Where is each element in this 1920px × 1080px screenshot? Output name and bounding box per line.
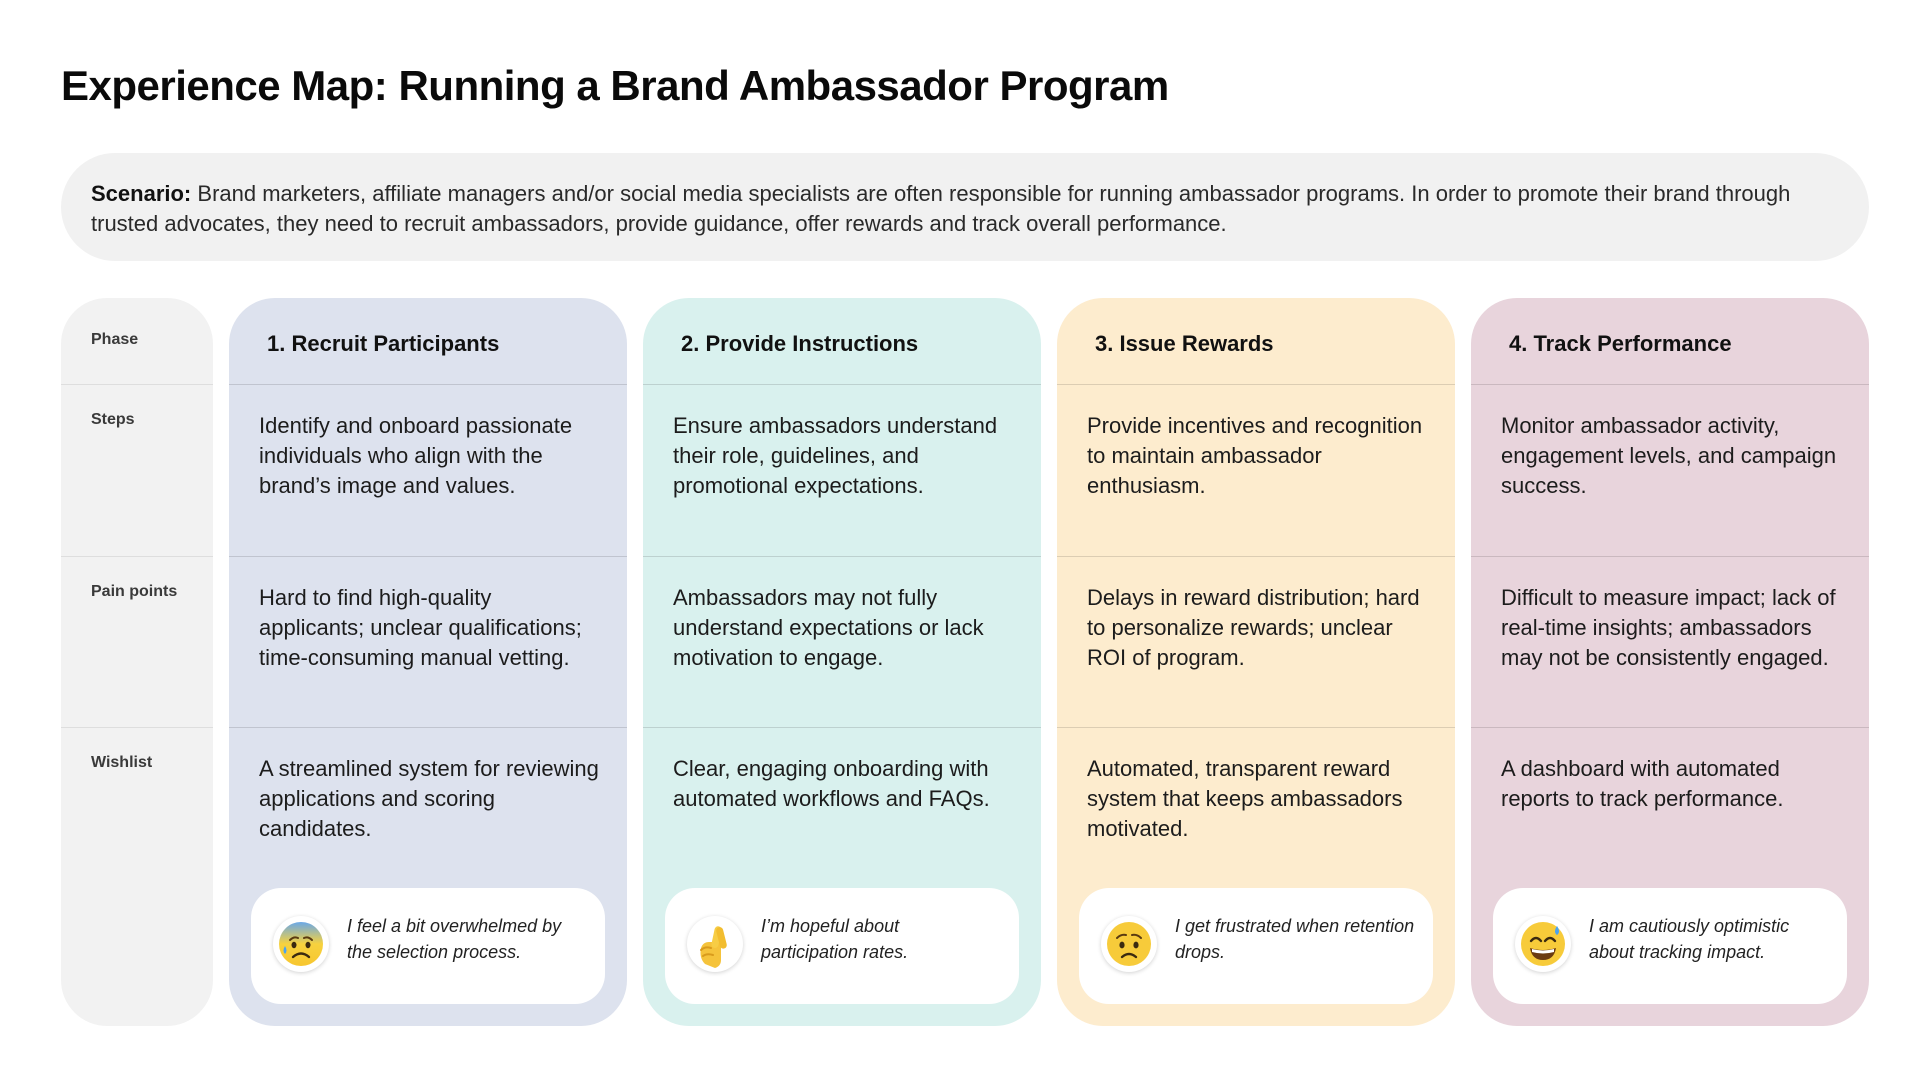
pain-points-cell: Difficult to measure impact; lack of real-time insights; ambassadors may not be consistently engaged. — [1471, 556, 1869, 727]
phase-title: 1. Recruit Participants — [267, 331, 500, 356]
wishlist-cell: A streamlined system for reviewing applications and scoring candidates. — [229, 727, 627, 1026]
steps-cell: Provide incentives and recognition to maintain ambassador enthusiasm. — [1057, 384, 1455, 556]
scenario-box — [61, 153, 1869, 261]
emotion-quote-card — [665, 888, 1019, 1004]
phase-column-performance — [1471, 298, 1869, 1026]
scenario-label: Scenario: — [91, 181, 192, 206]
emotion-quote-text: I get frustrated when retention drops. — [1175, 916, 1415, 962]
steps-cell: Identify and onboard passionate individuals who align with the brand’s image and values. — [229, 384, 627, 556]
phase-title: 3. Issue Rewards — [1095, 331, 1274, 356]
grinning-sweat-face-icon — [1515, 916, 1571, 972]
pain-points-cell: Hard to find high-quality applicants; unclear qualifications; time-consuming manual vetting. — [229, 556, 627, 727]
crossed-fingers-icon — [687, 916, 743, 972]
phase-column-instructions — [643, 298, 1041, 1026]
scenario-text: Brand marketers, affiliate managers and/or social media specialists are often responsible for running ambassador programs. In order to promote their brand through trusted advocates, they need to recruit ambassadors, provide guidance, offer rewards and track overall performance. — [91, 181, 1791, 236]
phase-title: 2. Provide Instructions — [681, 331, 919, 356]
pain-points-cell: Delays in reward distribution; hard to personalize rewards; unclear ROI of program. — [1057, 556, 1455, 727]
row-label-pain-points: Pain points — [61, 556, 213, 727]
emotion-quote-card — [1493, 888, 1847, 1004]
steps-cell: Ensure ambassadors understand their role, guidelines, and promotional expectations. — [643, 384, 1041, 556]
emotion-quote-card — [1079, 888, 1433, 1004]
row-label-steps: Steps — [61, 384, 213, 556]
row-labels-column — [61, 298, 213, 1026]
emotion-quote-text: I feel a bit overwhelmed by the selection process. — [347, 916, 562, 962]
emotion-quote-text: I’m hopeful about participation rates. — [761, 916, 909, 962]
emotion-quote-text: I am cautiously optimistic about tracking impact. — [1589, 916, 1790, 962]
wishlist-cell: A dashboard with automated reports to track performance. — [1471, 727, 1869, 1026]
wishlist-cell: Clear, engaging onboarding with automated workflows and FAQs. — [643, 727, 1041, 1026]
emotion-quote-card — [251, 888, 605, 1004]
row-label-wishlist: Wishlist — [61, 727, 213, 1026]
page-title: Experience Map: Running a Brand Ambassador Program — [61, 62, 1169, 109]
anxious-sweat-face-icon — [273, 916, 329, 972]
phase-column-recruit — [229, 298, 627, 1026]
worried-face-icon — [1101, 916, 1157, 972]
phase-title: 4. Track Performance — [1509, 331, 1732, 356]
steps-cell: Monitor ambassador activity, engagement levels, and campaign success. — [1471, 384, 1869, 556]
wishlist-cell: Automated, transparent reward system that keeps ambassadors motivated. — [1057, 727, 1455, 1026]
phase-column-rewards — [1057, 298, 1455, 1026]
pain-points-cell: Ambassadors may not fully understand expectations or lack motivation to engage. — [643, 556, 1041, 727]
row-label-phase: Phase — [91, 331, 139, 348]
